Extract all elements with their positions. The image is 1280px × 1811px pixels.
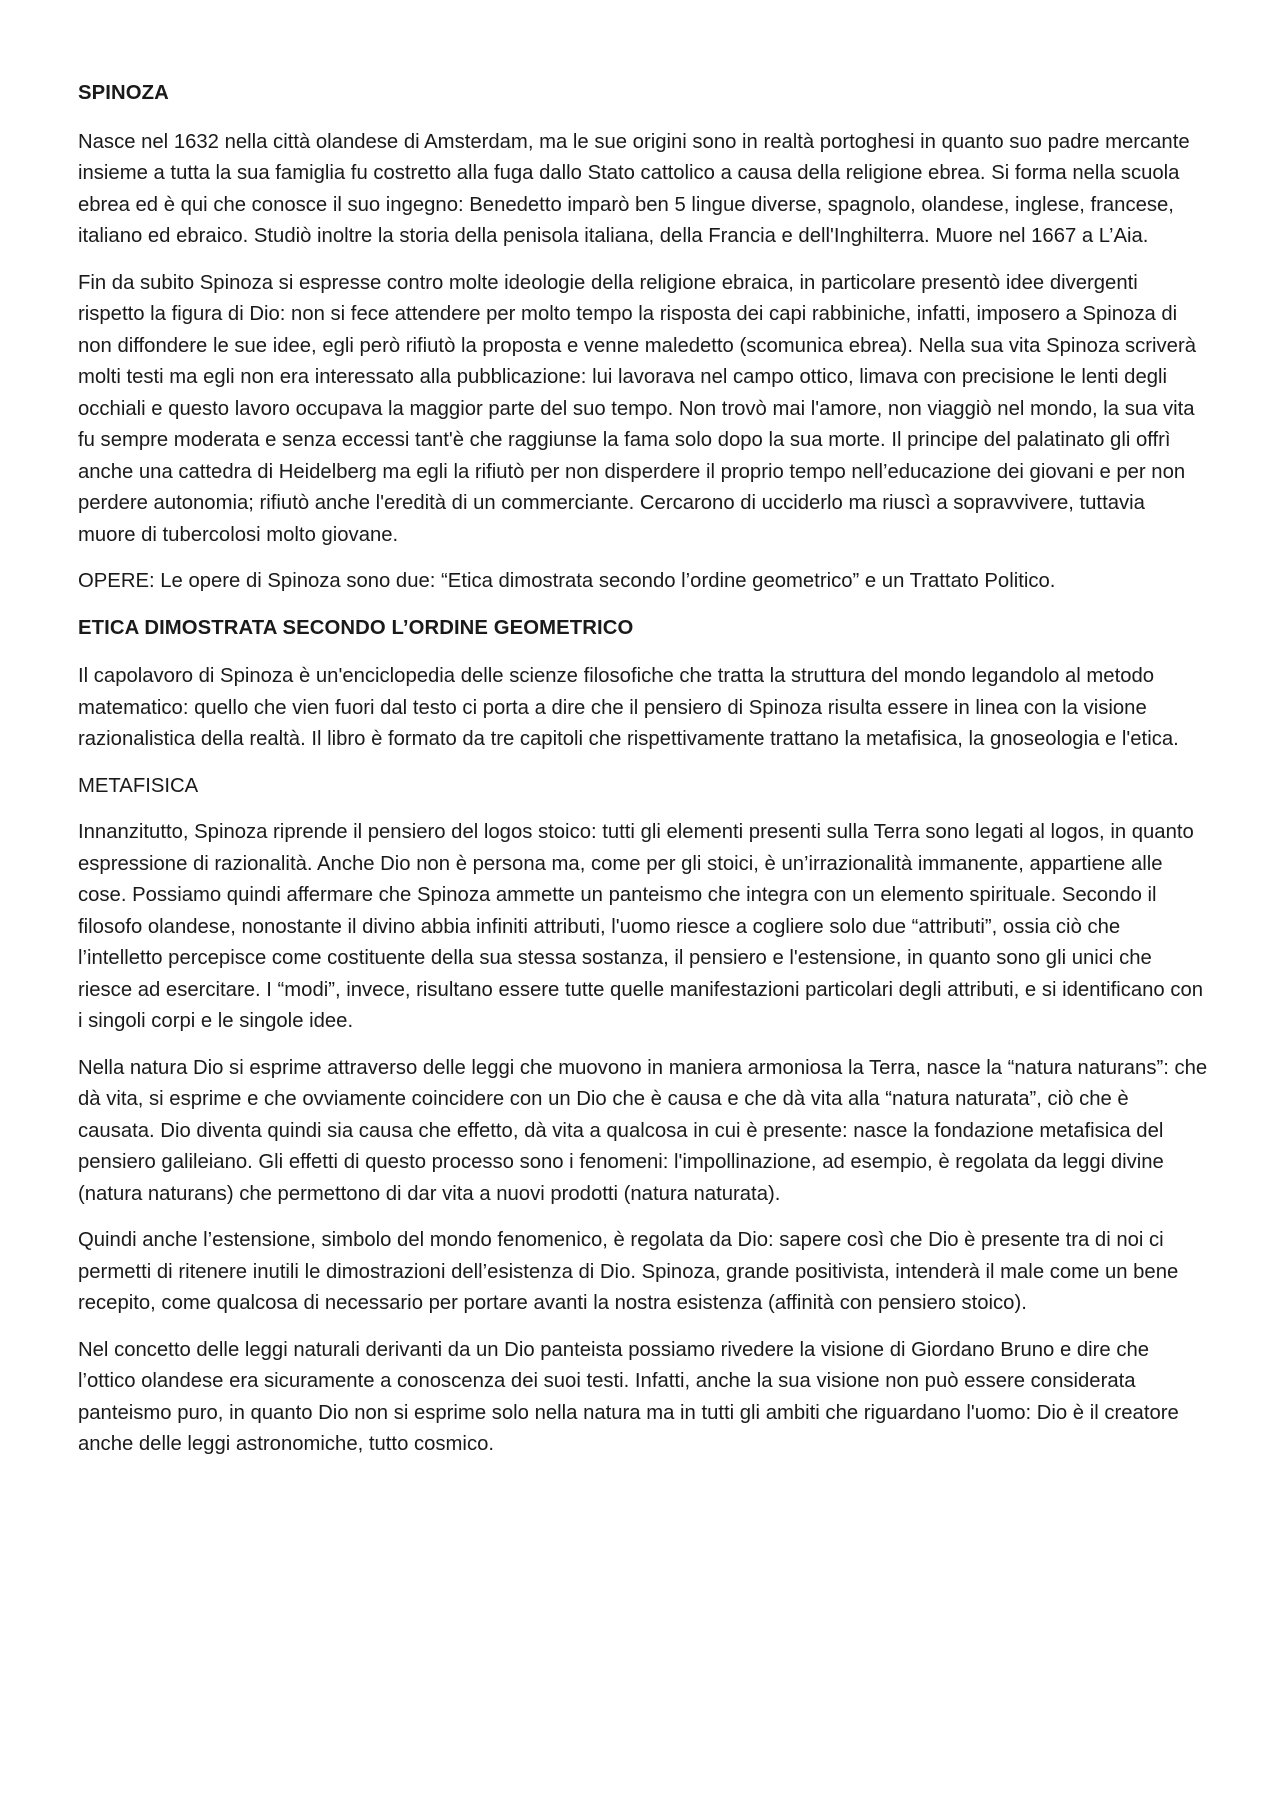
section-title: ETICA DIMOSTRATA SECONDO L’ORDINE GEOMETRICO [78,616,634,639]
document-title: SPINOZA [78,82,169,104]
metafisica-paragraph-logos: Innanzitutto, Spinoza riprende il pensiero del logos stoico: tutti gli elementi presenti sulla Terra sono legati al logos, in quanto espressione di razionalità. Anche Dio non è persona ma, come per gli stoici, è un’irrazionalità immanente, appartiene alle cose. Possiamo quindi affermare che Spinoza ammette un panteismo che integra con un elemento spirituale. Secondo il filosofo olandese, nonostante il divino abbia infiniti attributi, l'uomo riesce a cogliere solo due “attributi”, ossia ciò che l’intelletto percepisce come costituente della sua stessa sostanza, il pensiero e l'estensione, in quanto sono gli unici che riesce ad esercitare. I “modi”, invece, risultano essere tutte quelle manifestazioni particolari degli attributi, e si identificano con i singoli corpi e le singole idee. [78,821,1204,1032]
section-paragraph: Il capolavoro di Spinoza è un'enciclopedia delle scienze filosofiche che tratta la struttura del mondo legandolo al metodo matematico: quello che vien fuori dal testo ci porta a dire che il pensiero di Spinoza risulta essere in linea con la visione razionalistica della realtà. Il libro è formato da tre capitoli che rispettivamente trattano la metafisica, la gnoseologia e l'etica. [78,665,1179,750]
metafisica-paragraph-natura: Nella natura Dio si esprime attraverso delle leggi che muovono in maniera armoniosa la Terra, nasce la “natura naturans”: che dà vita, si esprime e che ovviamente coincidere con un Dio che è causa e che dà vita alla “natura naturata”, ciò che è causata. Dio diventa quindi sia causa che effetto, dà vita a qualcosa in cui è presente: nasce la fondazione metafisica del pensiero galileiano. Gli effetti di questo processo sono i fenomeni: l'impollinazione, ad esempio, è regolata da leggi divine (natura naturans) che permettono di dar vita a nuovi prodotti (natura naturata). [78,1056,1208,1205]
document-page [78,78,1208,1476]
intro-paragraph-life: Fin da subito Spinoza si espresse contro molte ideologie della religione ebraica, in particolare presentò idee divergenti rispetto la figura di Dio: non si fece attendere per molto tempo la risposta dei capi rabbiniche, infatti, imposero a Spinoza di non diffondere le sue idee, egli però rifiutò la proposta e venne maledetto (scomunica ebrea). Nella sua vita Spinoza scriverà molti testi ma egli non era interessato alla pubblicazione: lui lavorava nel campo ottico, limava con precisione le lenti degli occhiali e questo lavoro occupava la maggior parte del suo tempo. Non trovò mai l'amore, non viaggiò nel mondo, la sua vita fu sempre moderata e senza eccessi tant'è che raggiunse la fama solo dopo la sua morte. Il principe del palatinato gli offrì anche una cattedra di Heidelberg ma egli la rifiutò per non disperdere il proprio tempo nell’educazione dei giovani e per non perdere autonomia; rifiutò anche l'eredità di un commerciante. Cercarono di ucciderlo ma riuscì a sopravvivere, tuttavia muore di tubercolosi molto giovane. [78,271,1196,546]
intro-paragraph-birth: Nasce nel 1632 nella città olandese di Amsterdam, ma le sue origini sono in realtà portoghesi in quanto suo padre mercante insieme a tutta la sua famiglia fu costretto alla fuga dallo Stato cattolico a causa della religione ebrea. Si forma nella scuola ebrea ed è qui che conosce il suo ingegno: Benedetto imparò ben 5 lingue diverse, spagnolo, olandese, inglese, francese, italiano ed ebraico. Studiò inoltre la storia della penisola italiana, della Francia e dell'Inghilterra. Muore nel 1667 a L’Aia. [78,130,1190,247]
metafisica-paragraph-bruno: Nel concetto delle leggi naturali derivanti da un Dio panteista possiamo rivedere la visione di Giordano Bruno e dire che l’ottico olandese era sicuramente a conoscenza dei suoi testi. Infatti, anche la sua visione non può essere considerata panteismo puro, in quanto Dio non si esprime solo nella natura ma in tutti gli ambiti che riguardano l'uomo: Dio è il creatore anche delle leggi astronomiche, tutto cosmico. [78,1338,1179,1455]
metafisica-paragraph-estensione: Quindi anche l’estensione, simbolo del mondo fenomenico, è regolata da Dio: sapere così che Dio è presente tra di noi ci permetti di ritenere inutili le dimostrazioni dell’esistenza di Dio. Spinoza, grande positivista, intenderà il male come un bene recepito, come qualcosa di necessario per portare avanti la nostra esistenza (affinità con pensiero stoico). [78,1229,1179,1314]
subsection-title: METAFISICA [78,774,199,797]
intro-paragraph-works: OPERE: Le opere di Spinoza sono due: “Etica dimostrata secondo l’ordine geometrico” e un Trattato Politico. [78,570,1056,592]
